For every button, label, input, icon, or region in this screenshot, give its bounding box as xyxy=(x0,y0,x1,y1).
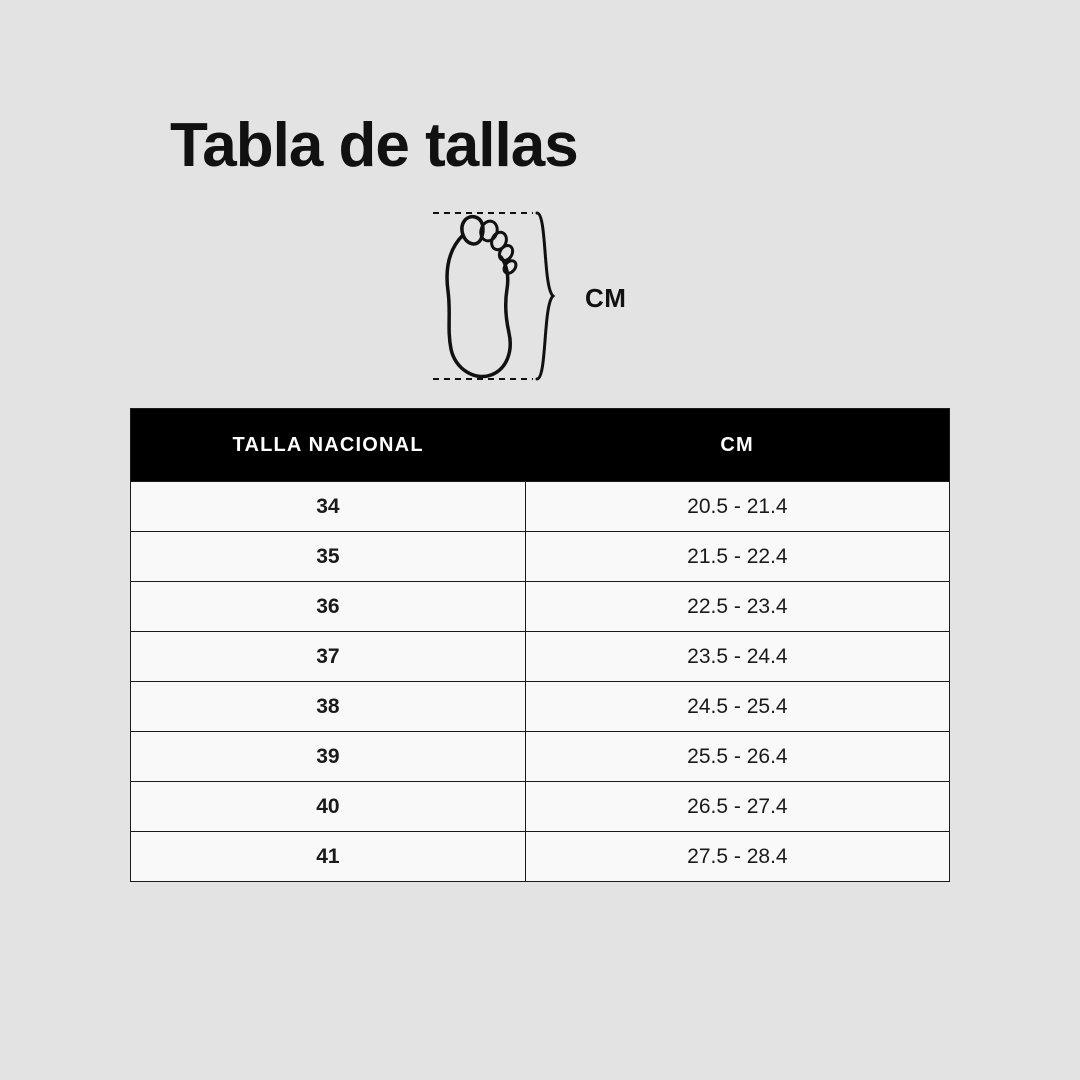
size-table xyxy=(131,409,949,881)
size-table-wrapper xyxy=(130,408,950,882)
table-row xyxy=(131,532,949,582)
table-row xyxy=(131,832,949,882)
column-header-cm: CM xyxy=(525,409,949,482)
column-header-talla-nacional: TALLA NACIONAL xyxy=(131,409,525,482)
cell-size: 39 xyxy=(131,732,525,782)
table-header-row xyxy=(131,409,949,482)
cell-cm: 24.5 - 25.4 xyxy=(525,682,949,732)
page-title: Tabla de tallas xyxy=(170,111,578,180)
cell-cm: 22.5 - 23.4 xyxy=(525,582,949,632)
cell-size: 34 xyxy=(131,482,525,532)
cell-cm: 23.5 - 24.4 xyxy=(525,632,949,682)
cell-size: 40 xyxy=(131,782,525,832)
cell-size: 38 xyxy=(131,682,525,732)
footprint-icon xyxy=(415,205,675,395)
cell-cm: 21.5 - 22.4 xyxy=(525,532,949,582)
cell-cm: 25.5 - 26.4 xyxy=(525,732,949,782)
cm-measure-label: CM xyxy=(585,283,627,313)
table-row xyxy=(131,682,949,732)
table-row xyxy=(131,632,949,682)
table-row xyxy=(131,582,949,632)
cell-size: 37 xyxy=(131,632,525,682)
table-row xyxy=(131,782,949,832)
table-row xyxy=(131,482,949,532)
cell-size: 36 xyxy=(131,582,525,632)
table-row xyxy=(131,732,949,782)
cell-cm: 20.5 - 21.4 xyxy=(525,482,949,532)
foot-measure-diagram xyxy=(415,205,675,395)
cell-cm: 26.5 - 27.4 xyxy=(525,782,949,832)
cell-cm: 27.5 - 28.4 xyxy=(525,832,949,882)
cell-size: 35 xyxy=(131,532,525,582)
cell-size: 41 xyxy=(131,832,525,882)
